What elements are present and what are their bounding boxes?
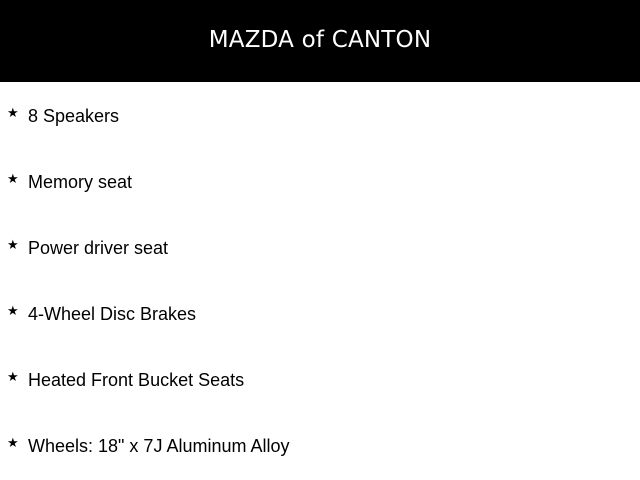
feature-label: Heated Front Bucket Seats (28, 370, 245, 390)
header-bar (0, 0, 640, 82)
feature-label: Wheels: 18" x 7J Aluminum Alloy (28, 436, 290, 456)
star-icon: ★ (7, 369, 19, 384)
feature-label: Power driver seat (28, 238, 169, 258)
feature-label: Memory seat (28, 172, 133, 192)
star-icon: ★ (7, 171, 19, 186)
feature-label: 8 Speakers (28, 106, 120, 126)
feature-label: 4-Wheel Disc Brakes (28, 304, 197, 324)
star-icon: ★ (7, 303, 19, 318)
dealer-title: MAZDA of CANTON (208, 27, 432, 53)
star-icon: ★ (7, 435, 19, 450)
star-icon: ★ (7, 105, 19, 120)
star-icon: ★ (7, 237, 19, 252)
